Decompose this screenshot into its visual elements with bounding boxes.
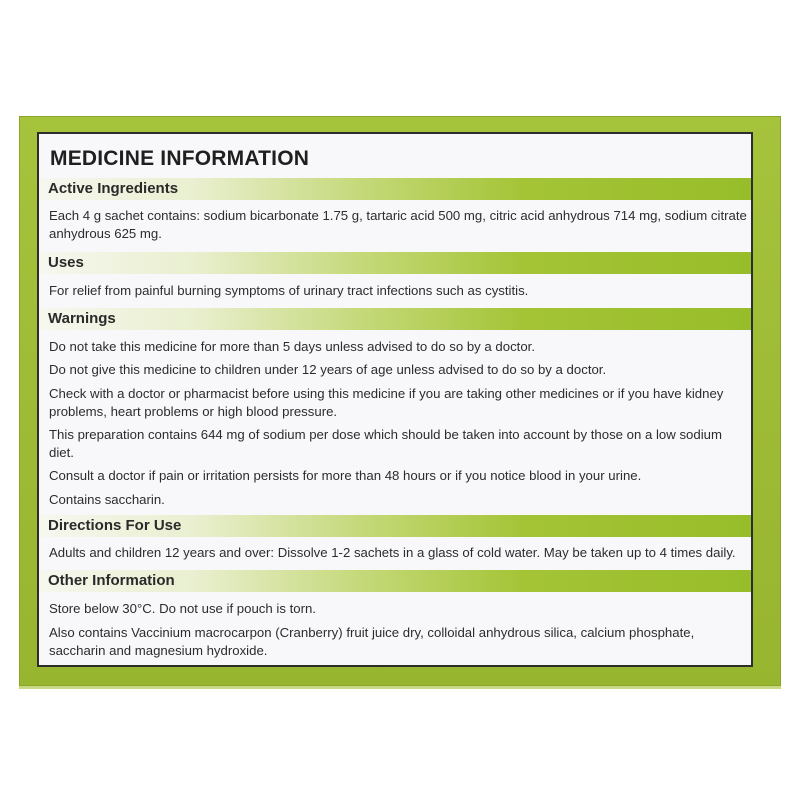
panel-title: MEDICINE INFORMATION — [50, 147, 310, 170]
section-header-active-ingredients — [39, 178, 751, 200]
section-heading: Active Ingredients — [48, 180, 179, 197]
other-information-item: Also contains Vaccinium macrocarpon (Cranberry) fruit juice dry, colloidal anhydrous silica, calcium phosphate, saccharin and magnesium hydroxide. — [49, 625, 695, 658]
directions-text: Adults and children 12 years and over: Dissolve 1-2 sachets in a glass of cold water. May be taken up to 4 times daily. — [49, 545, 736, 560]
warning-item: Do not give this medicine to children under 12 years of age unless advised to do so by a doctor. — [49, 362, 607, 377]
medicine-information-panel — [37, 132, 753, 667]
section-heading: Uses — [48, 254, 84, 271]
section-heading: Directions For Use — [48, 517, 182, 534]
warning-item: Check with a doctor or pharmacist before using this medicine if you are taking other medicines or if you have kidney problems, heart problems or high blood pressure. — [49, 386, 724, 419]
section-header-other-information — [39, 570, 751, 592]
warning-item: Consult a doctor if pain or irritation persists for more than 48 hours or if you notice blood in your urine. — [49, 468, 642, 483]
package-edge — [19, 686, 781, 689]
section-header-warnings — [39, 308, 751, 330]
section-heading: Other Information — [48, 572, 175, 589]
section-header-directions-for-use — [39, 515, 751, 537]
section-heading: Warnings — [48, 310, 116, 327]
active-ingredients-text: Each 4 g sachet contains: sodium bicarbonate 1.75 g, tartaric acid 500 mg, citric acid anhydrous 714 mg, sodium citrate anhydrous 625 mg. — [49, 208, 747, 241]
uses-text: For relief from painful burning symptoms of urinary tract infections such as cystitis. — [49, 283, 529, 298]
warning-item: Do not take this medicine for more than 5 days unless advised to do so by a doctor. — [49, 339, 536, 354]
warning-item: Contains saccharin. — [49, 492, 165, 507]
section-header-uses — [39, 252, 751, 274]
warning-item: This preparation contains 644 mg of sodium per dose which should be taken into account by those on a low sodium diet. — [49, 427, 722, 460]
other-information-item: Store below 30°C. Do not use if pouch is torn. — [49, 601, 316, 616]
